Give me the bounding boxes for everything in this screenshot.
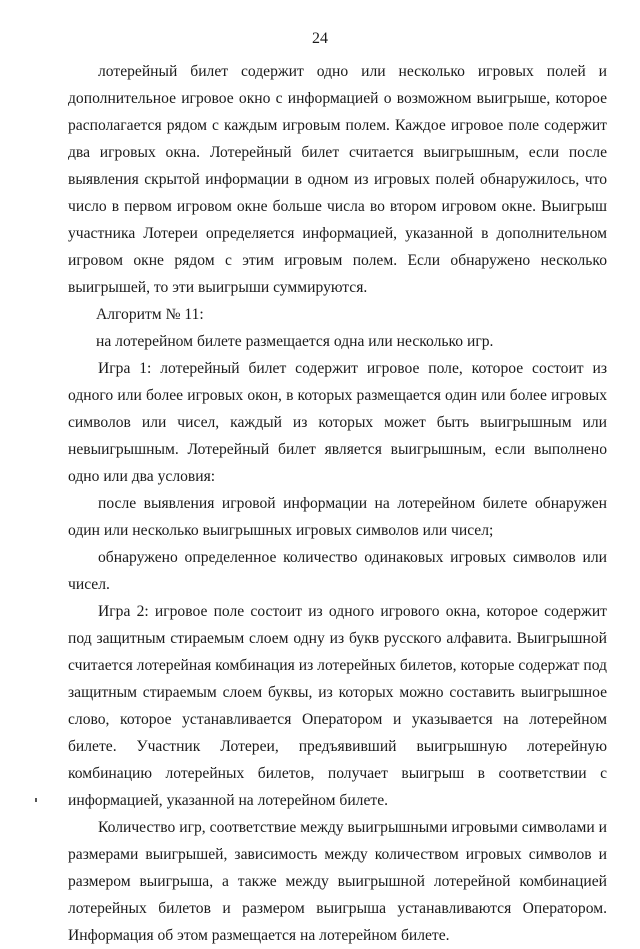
paragraph-game-2: Игра 2: игровое поле состоит из одного игрового окна, которое содержит под защитным стираемым слоем одну из букв русского алфавита. Выигрышной считается лотерейная комбинация из лотерейных билетов, которые содержат под защитным стираемым слоем буквы, из которых можно составить выигрышное слово, которое устанавливается Оператором и указывается на лотерейном билете. Участник Лотереи, предъявивший выигрышную лотерейную комбинацию лотерейных билетов, получает выигрыш в соответствии с информацией, указанной на лотерейном билете. [68,603,607,809]
paragraph-games-placement: на лотерейном билете размещается одна или несколько игр. [96,333,494,350]
paragraph-game-1: Игра 1: лотерейный билет содержит игровое поле, которое состоит из одного или более игровых окон, в которых размещается один или более игровых символов или чисел, каждый из которых может быть выигрышным или невыигрышным. Лотерейный билет является выигрышным, если выполнено одно или два условия: [68,360,607,485]
paragraph-condition-2: обнаружено определенное количество одинаковых игровых символов или чисел. [68,549,607,593]
paragraph-game-rules: Количество игр, соответствие между выигрышными игровыми символами и размерами выигрышей, зависимость между количеством игровых символов и размером выигрыша, а также между выигрышной лотерейной комбинацией лотерейных билетов и размером выигрыша устанавливаются Оператором. Информация об этом размещается на лотерейном билете. [68,819,607,944]
paragraph-algorithm-heading: Алгоритм № 11: [96,306,204,323]
scan-mark [35,798,37,802]
page-body [68,58,607,949]
paragraph-condition-1: после выявления игровой информации на лотерейном билете обнаружен один или несколько выигрышных игровых символов или чисел; [68,495,607,539]
page-number: 24 [312,30,328,47]
paragraph-ticket-description: лотерейный билет содержит одно или несколько игровых полей и дополнительное игровое окно с информацией о возможном выигрыше, которое располагается рядом с каждым игровым полем. Каждое игровое поле содержит два игровых окна. Лотерейный билет считается выигрышным, если после выявления скрытой информации в одном из игровых полей обнаружилось, что число в первом игровом окне больше числа во втором игровом окне. Выигрыш участника Лотереи определяется информацией, указанной в дополнительном игровом окне рядом с этим игровым полем. Если обнаружено несколько выигрышей, то эти выигрыши суммируются. [68,63,607,296]
